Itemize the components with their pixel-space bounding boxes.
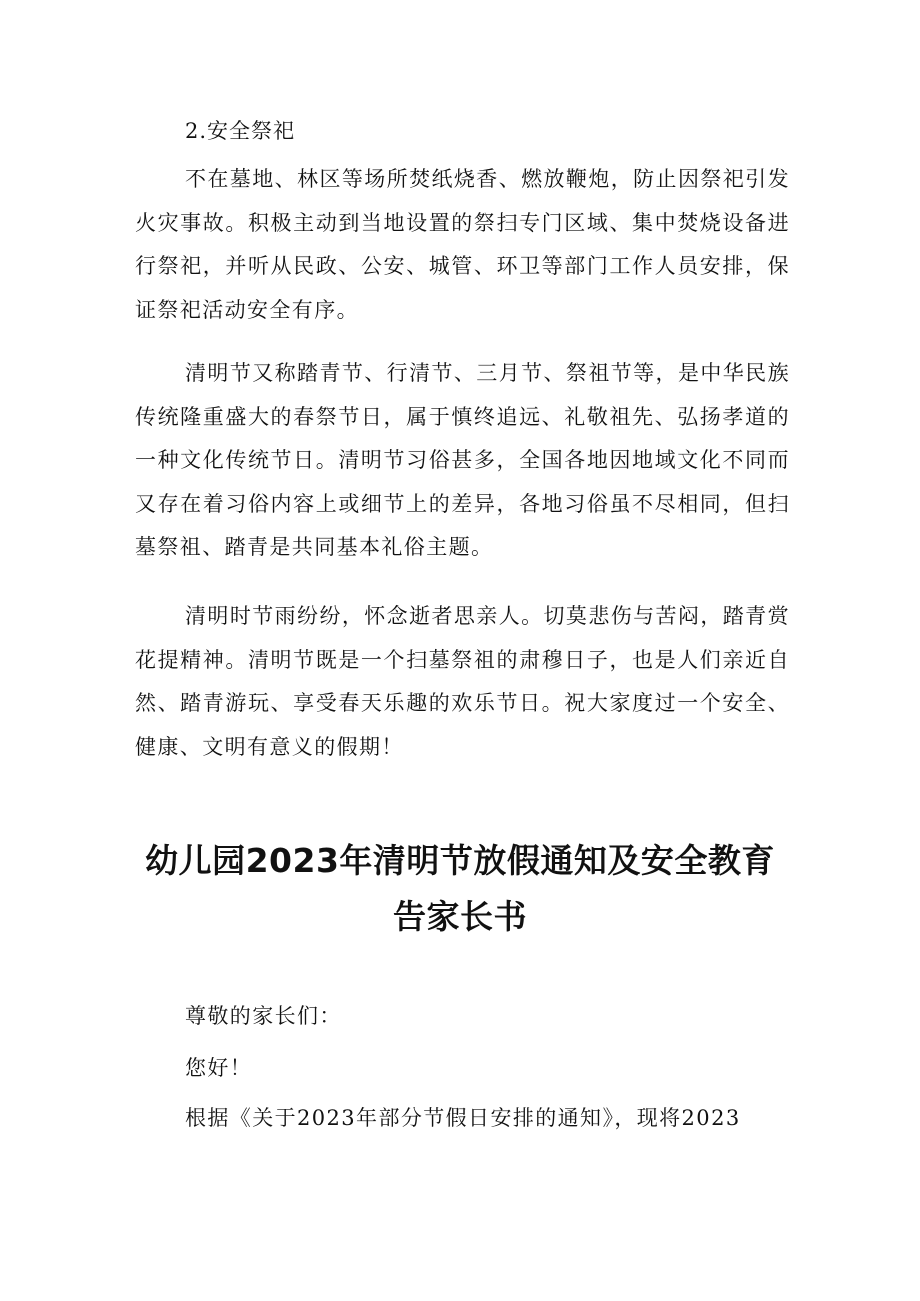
letter-opening: 根据《关于2023年部分节假日安排的通知》，现将2023 (185, 1106, 741, 1130)
letter-salutation: 尊敬的家长们： (185, 1004, 342, 1028)
letter-greeting: 您好！ (185, 1056, 253, 1080)
paragraph-safe-worship: 不在墓地、林区等场所焚纸烧香、燃放鞭炮，防止因祭祀引发火灾事故。积极主动到当地设置的祭扫专门区域、集中焚烧设备进行祭祀，并听从民政、公安、城管、环卫等部门工作人员安排，保证祭祀活动安全有序。 (135, 167, 790, 322)
paragraph-qingming-intro: 清明节又称踏青节、行清节、三月节、祭祖节等，是中华民族传统隆重盛大的春祭节日，属于慎终追远、礼敬祖先、弘扬孝道的一种文化传统节日。清明节习俗甚多，全国各地因地域文化不同而又存在着习俗内容上或细节上的差异，各地习俗虽不尽相同，但扫墓祭祖、踏青是共同基本礼俗主题。 (135, 361, 790, 559)
letter-title-line-1: 幼儿园2023年清明节放假通知及安全教育 (145, 841, 775, 880)
section-heading: 2.安全祭祀 (185, 119, 296, 143)
paragraph-qingming-wishes: 清明时节雨纷纷，怀念逝者思亲人。切莫悲伤与苦闷，踏青赏花提精神。清明节既是一个扫墓祭祖的肃穆日子，也是人们亲近自然、踏青游玩、享受春天乐趣的欢乐节日。祝大家度过一个安全、健康、文明有意义的假期！ (135, 604, 790, 759)
letter-title-line-2: 告家长书 (393, 897, 527, 936)
